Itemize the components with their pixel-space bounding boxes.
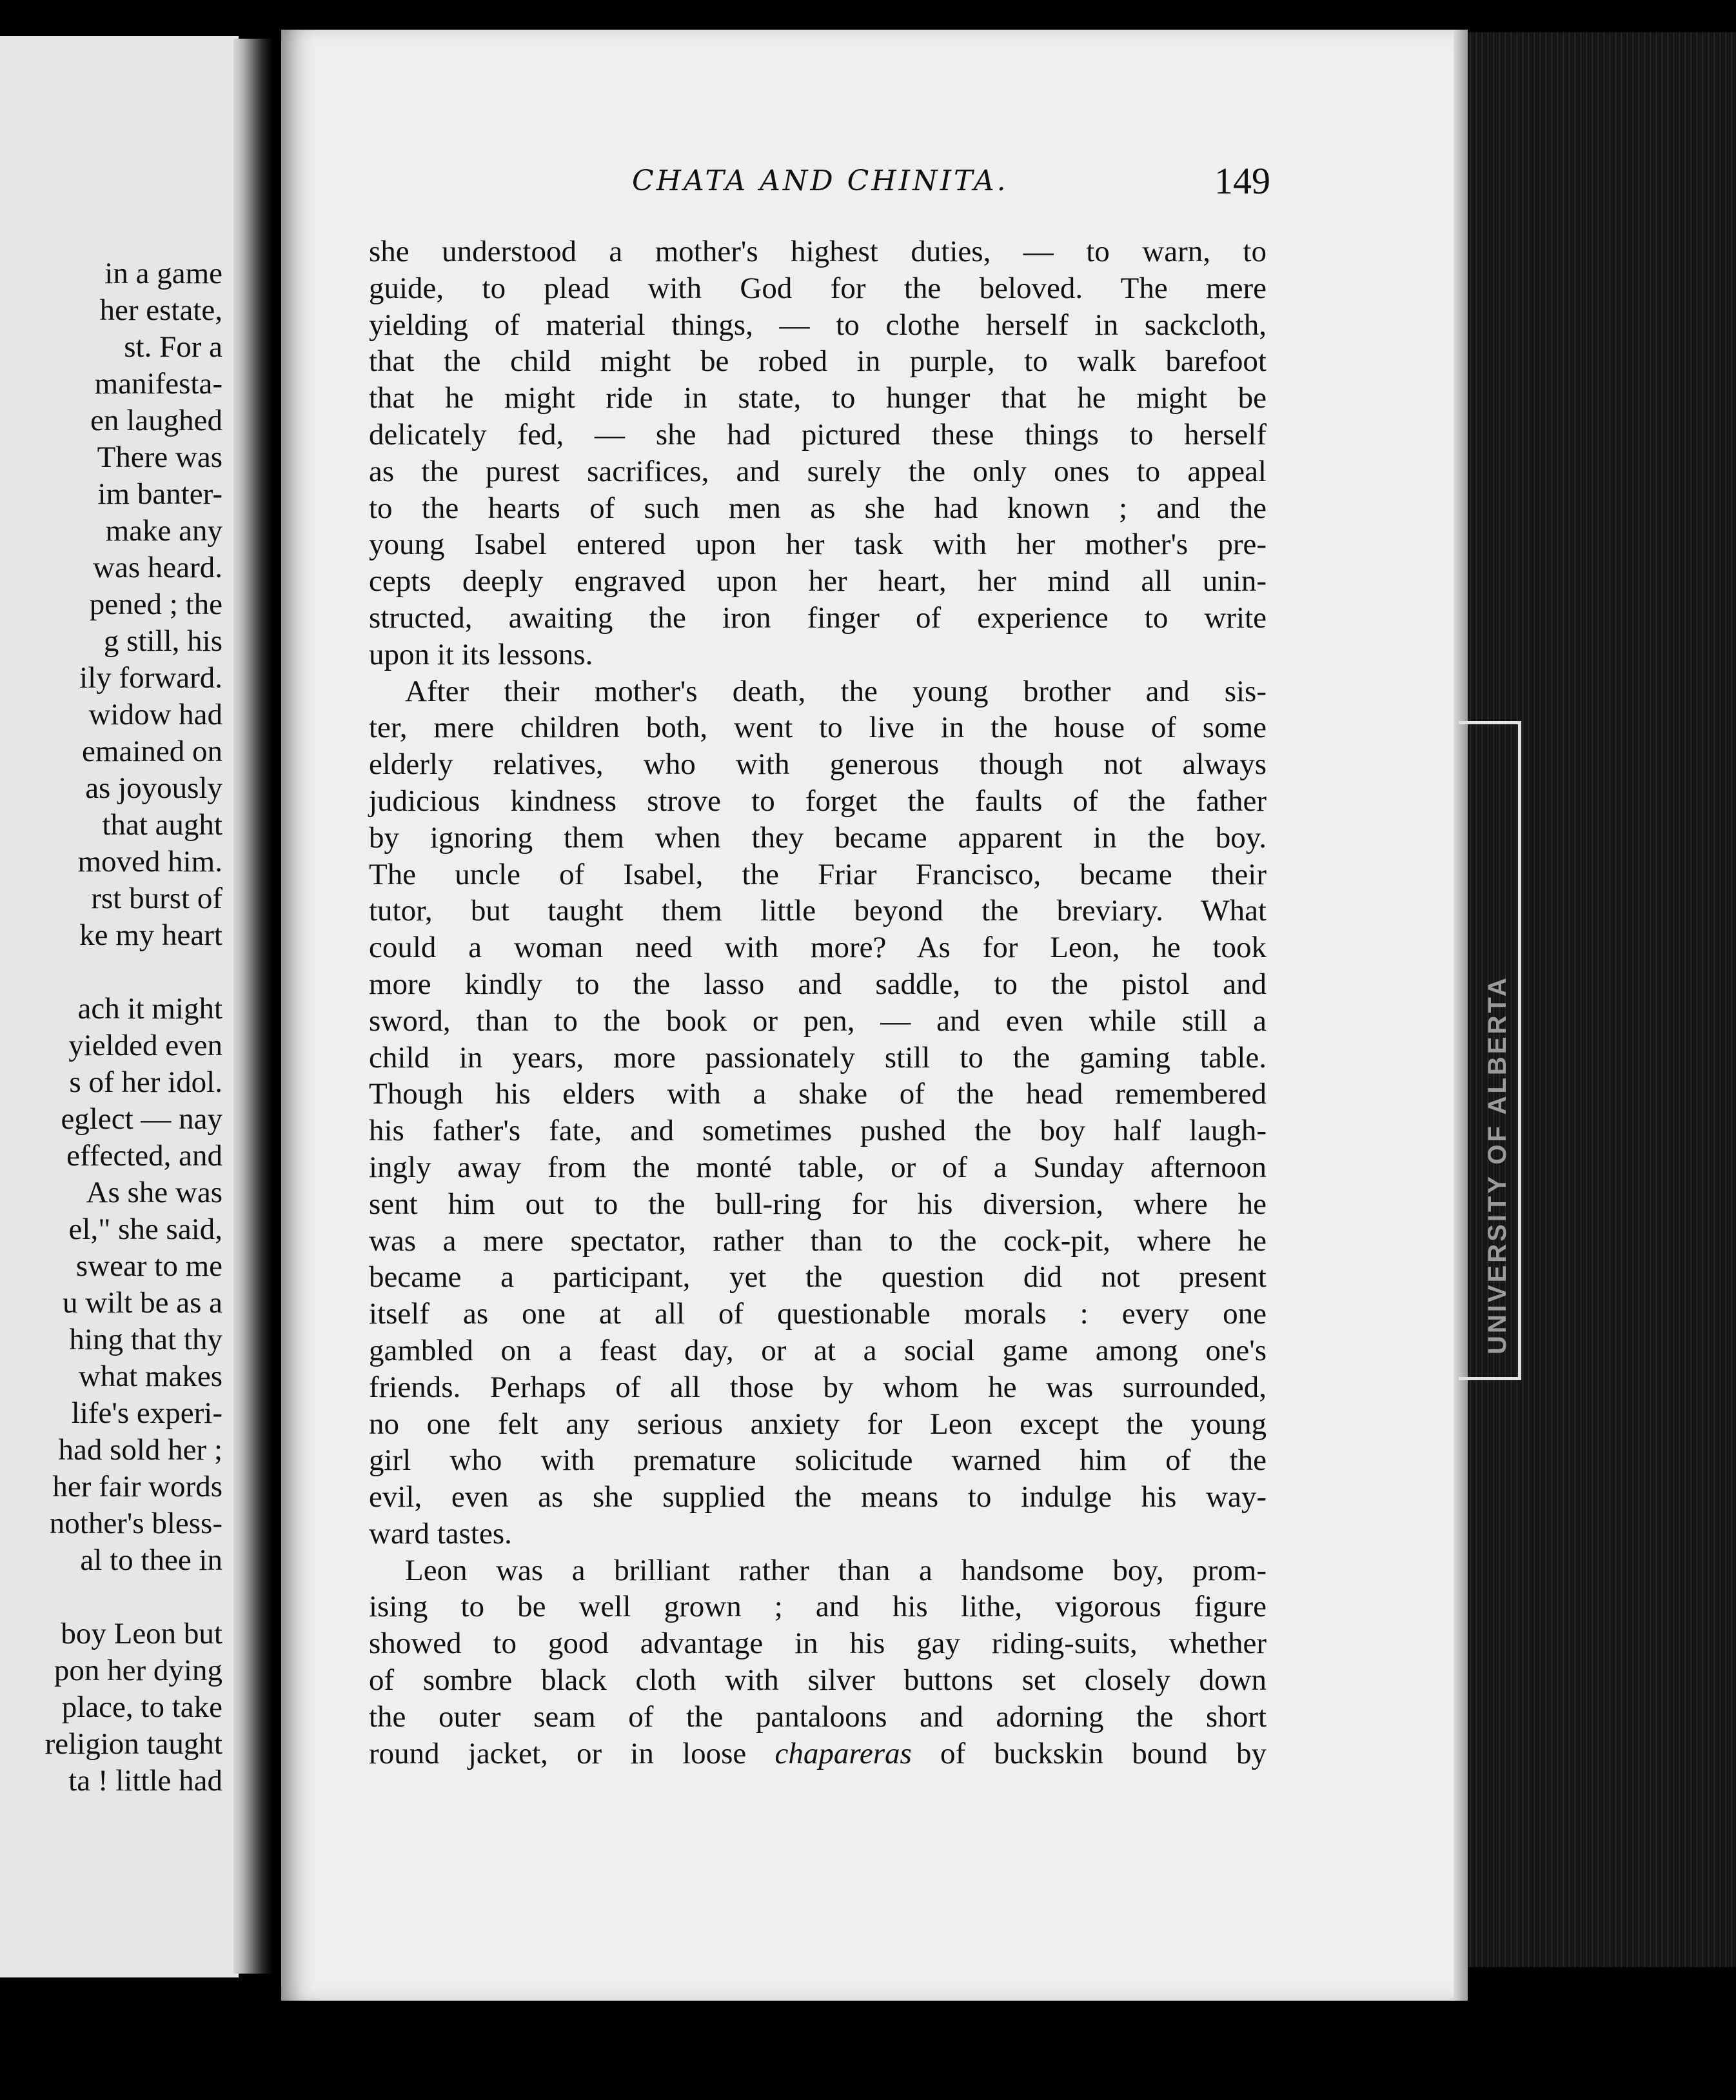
text-line: child in years, more passionately still to the gaming table. (369, 1040, 1267, 1075)
text-line: upon it its lessons. (369, 637, 593, 671)
left-page-line: emained on (82, 735, 222, 768)
left-page-line: ta ! little had (68, 1764, 222, 1798)
text-line: ising to be well grown ; and his lithe, vigorous figure (369, 1590, 1267, 1624)
text-line: she understood a mother's highest duties, — to warn, to (369, 235, 1267, 268)
left-page-line: moved him. (77, 845, 222, 878)
text-line: became a participant, yet the question did not present (369, 1260, 1267, 1294)
text-line: by ignoring them when they became apparent in the boy. (369, 820, 1267, 855)
left-page-line: effected, and (66, 1139, 222, 1173)
left-page-line: life's experi- (71, 1396, 222, 1430)
text-line: The uncle of Isabel, the Friar Francisco, became their (369, 857, 1267, 891)
left-page-line: st. For a (124, 330, 222, 364)
left-page-line: u wilt be as a (63, 1286, 222, 1320)
left-page-line: eglect — nay (61, 1102, 222, 1136)
left-page-line: make any (105, 514, 222, 548)
text-line: ingly away from the monté table, or of a Sunday afternoon (369, 1150, 1267, 1184)
left-page-line: im banter- (97, 477, 222, 511)
text-line: to the hearts of such men as she had known ; and the (369, 491, 1267, 525)
left-page-line: place, to take (61, 1690, 222, 1724)
left-page-line: what makes (78, 1360, 222, 1393)
left-page-line: al to thee in (80, 1543, 222, 1577)
text-line: friends. Perhaps of all those by whom he was surrounded, (369, 1370, 1267, 1404)
text-line: itself as one at all of questionable morals : every one (369, 1297, 1267, 1331)
text-line: judicious kindness strove to forget the faults of the father (369, 784, 1267, 818)
text-line: no one felt any serious anxiety for Leon except the young (369, 1407, 1267, 1441)
running-title: CHATA AND CHINITA. (632, 164, 1009, 197)
left-page-line: There was (97, 441, 222, 474)
left-page-line: As she was (86, 1176, 222, 1209)
text-line: showed to good advantage in his gay riding-suits, whether (369, 1627, 1267, 1661)
text-line: could a woman need with more? As for Leon, he took (369, 931, 1267, 965)
text-line: that he might ride in state, to hunger that he might be (369, 381, 1267, 415)
text-line: evil, even as she supplied the means to indulge his way- (369, 1480, 1267, 1514)
text-line: After their mother's death, the young brother and sis- (405, 674, 1267, 708)
text-line: structed, awaiting the iron finger of experience to write (369, 600, 1267, 635)
left-page-line (0, 954, 222, 991)
left-page-line: had sold her ; (58, 1433, 222, 1467)
left-page-line: pon her dying (54, 1654, 222, 1687)
left-page-line: swear to me (75, 1249, 222, 1283)
left-page-line (0, 1579, 222, 1616)
text-line: was a mere spectator, rather than to the cock-pit, where he (369, 1223, 1267, 1258)
left-page-line: boy Leon but (61, 1617, 222, 1650)
text-line: ter, mere children both, went to live in the house of some (369, 711, 1267, 745)
text-line: young Isabel entered upon her task with her mother's pre- (369, 528, 1267, 562)
text-line: delicately fed, — she had pictured these things to herself (369, 417, 1267, 451)
page-header (626, 160, 1270, 205)
text-line: more kindly to the lasso and saddle, to the pistol and (369, 967, 1267, 1001)
text-line: Leon was a brilliant rather than a handsome boy, prom- (405, 1553, 1267, 1587)
left-page-line: her estate, (99, 293, 222, 327)
text-line: ward tastes. (369, 1516, 512, 1550)
text-line: round jacket, or in loose chapareras of buckskin bound by (369, 1736, 1267, 1770)
text-line: guide, to plead with God for the beloved. The mere (369, 271, 1267, 305)
left-page-line: rst burst of (91, 882, 222, 915)
left-page-line: religion taught (44, 1727, 222, 1761)
left-page-line: manifesta- (94, 367, 222, 401)
left-page-line: el," she said, (68, 1213, 222, 1246)
text-line: tutor, but taught them little beyond the breviary. What (369, 894, 1267, 928)
left-page-line: nother's bless- (49, 1507, 222, 1540)
left-page-text (0, 255, 222, 1799)
left-page-line: en laughed (90, 404, 222, 437)
text-line: of sombre black cloth with silver buttons set closely down (369, 1663, 1267, 1698)
text-line: cepts deeply engraved upon her heart, her mind all unin- (369, 564, 1267, 599)
left-page-line: g still, his (103, 624, 222, 658)
left-page-line: in a game (104, 257, 222, 290)
left-page-line: her fair words (52, 1470, 222, 1503)
text-line: elderly relatives, who with generous though not always (369, 748, 1267, 782)
text-line: the outer seam of the pantaloons and adorning the short (369, 1699, 1267, 1734)
left-page-line: as joyously (85, 771, 222, 805)
body-text (369, 233, 1267, 1772)
left-page-line: was heard. (93, 551, 222, 584)
left-page-line: ily forward. (79, 661, 222, 695)
text-line: girl who with premature solicitude warned him of the (369, 1443, 1267, 1478)
left-page-line: widow had (88, 698, 222, 731)
italic-word: chapareras (774, 1736, 912, 1770)
page-number: 149 (1214, 160, 1270, 202)
left-page-line: s of her idol. (69, 1065, 222, 1099)
left-facing-page (0, 36, 239, 1977)
left-page-line: ach it might (77, 992, 222, 1025)
text-line: his father's fate, and sometimes pushed the boy half laugh- (369, 1114, 1267, 1148)
text-line: sword, than to the book or pen, — and even while still a (369, 1004, 1267, 1038)
text-line: as the purest sacrifices, and surely the only ones to appeal (369, 454, 1267, 488)
left-page-line: ke my heart (79, 918, 222, 952)
library-stamp-text: UNIVERSITY OF ALBERTA (1483, 975, 1512, 1354)
text-line: gambled on a feast day, or at a social game among one's (369, 1333, 1267, 1367)
text-line: Though his elders with a shake of the head remembered (369, 1077, 1267, 1111)
left-page-line: yielded even (68, 1029, 222, 1062)
left-page-line: pened ; the (89, 588, 222, 621)
book-gutter (233, 39, 272, 1974)
text-line: that the child might be robed in purple, to walk barefoot (369, 344, 1267, 379)
text-line: yielding of material things, — to clothe herself in sackcloth, (369, 308, 1267, 342)
left-page-line: that aught (102, 808, 222, 842)
left-page-line: hing that thy (69, 1323, 222, 1356)
text-line: sent him out to the bull-ring for his diversion, where he (369, 1187, 1267, 1221)
